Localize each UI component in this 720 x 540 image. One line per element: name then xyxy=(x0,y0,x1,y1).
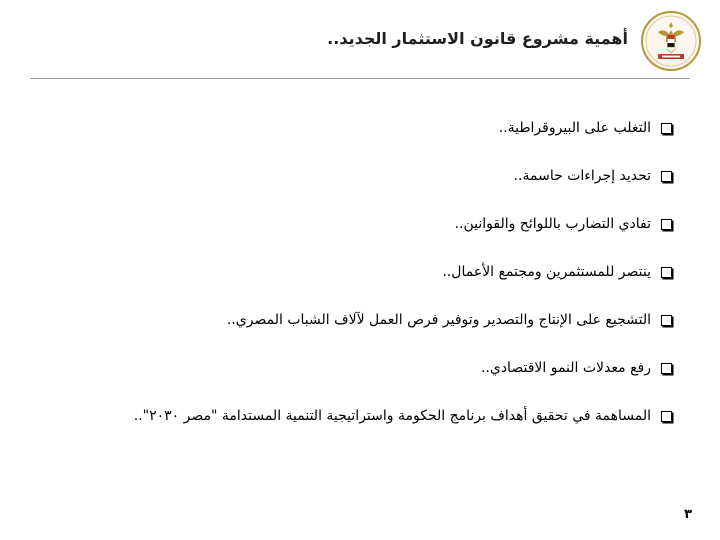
list-item-text: رفع معدلات النمو الاقتصادي.. xyxy=(480,360,651,376)
bullet-list xyxy=(134,104,672,440)
checkbox-square-icon xyxy=(661,267,672,278)
list-item xyxy=(134,296,672,344)
list-item xyxy=(134,248,672,296)
checkbox-square-icon xyxy=(661,123,672,134)
list-item xyxy=(134,344,672,392)
list-item-text: التشجيع على الإنتاج والتصدير وتوفير فرص العمل لآلاف الشباب المصري.. xyxy=(226,312,651,328)
title-divider xyxy=(30,78,690,79)
page-number: ٣ xyxy=(684,507,692,522)
eagle-emblem-icon xyxy=(640,10,702,72)
list-item xyxy=(134,152,672,200)
checkbox-square-icon xyxy=(661,315,672,326)
list-item-text: ينتصر للمستثمرين ومجتمع الأعمال.. xyxy=(442,264,651,280)
list-item xyxy=(134,392,672,440)
checkbox-square-icon xyxy=(661,219,672,230)
list-item xyxy=(134,104,672,152)
list-item-text: المساهمة في تحقيق أهداف برنامج الحكومة واستراتيجية التنمية المستدامة "مصر ٢٠٣٠".. xyxy=(133,408,651,424)
checkbox-square-icon xyxy=(661,363,672,374)
list-item-text: تفادي التضارب باللوائح والقوانين.. xyxy=(454,216,651,232)
list-item-text: تحديد إجراءات حاسمة.. xyxy=(513,168,651,184)
list-item xyxy=(134,200,672,248)
checkbox-square-icon xyxy=(661,411,672,422)
page-title: أهمية مشروع قانون الاستثمار الجديد.. xyxy=(327,29,628,48)
list-item-text: التغلب على البيروقراطية.. xyxy=(498,120,651,136)
checkbox-square-icon xyxy=(661,171,672,182)
